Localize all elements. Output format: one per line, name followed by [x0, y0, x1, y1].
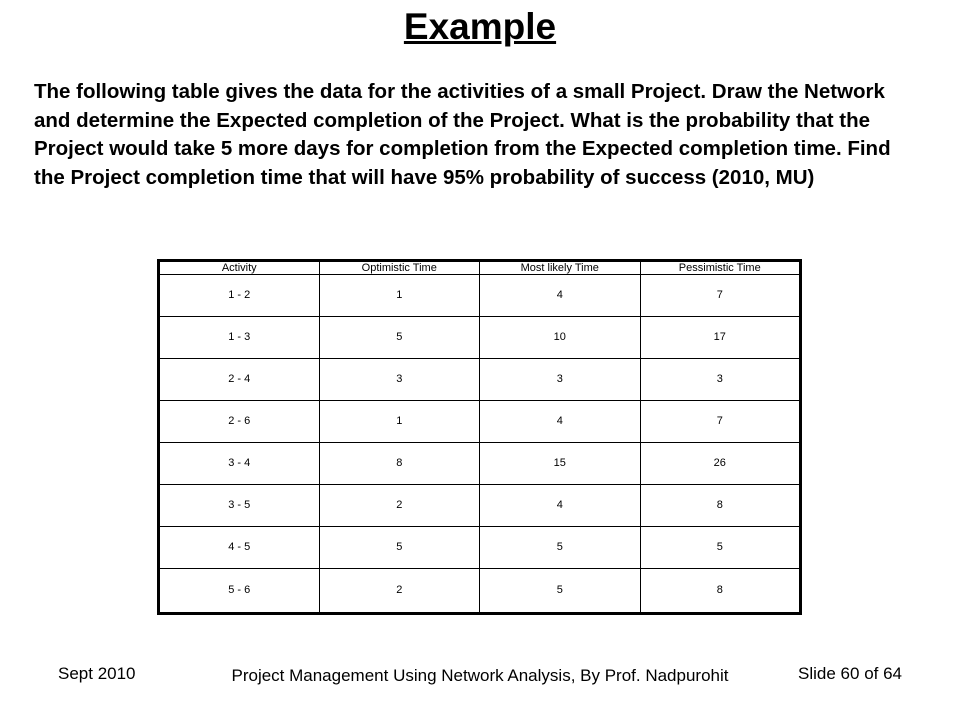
cell-optimistic: 2 [319, 568, 480, 613]
cell-optimistic: 3 [319, 358, 480, 400]
cell-optimistic: 1 [319, 400, 480, 442]
cell-most-likely: 4 [480, 275, 641, 317]
activity-table [157, 259, 802, 615]
table-header-row [159, 261, 801, 275]
cell-most-likely: 15 [480, 442, 641, 484]
cell-pessimistic: 7 [640, 400, 801, 442]
cell-optimistic: 5 [319, 526, 480, 568]
cell-optimistic: 2 [319, 484, 480, 526]
cell-most-likely: 5 [480, 568, 641, 613]
cell-pessimistic: 5 [640, 526, 801, 568]
cell-most-likely: 3 [480, 358, 641, 400]
cell-pessimistic: 17 [640, 316, 801, 358]
cell-activity: 1 - 2 [159, 275, 320, 317]
footer-slide-number: Slide 60 of 64 [798, 664, 902, 683]
cell-optimistic: 5 [319, 316, 480, 358]
cell-pessimistic: 8 [640, 484, 801, 526]
cell-optimistic: 1 [319, 275, 480, 317]
cell-most-likely: 5 [480, 526, 641, 568]
cell-activity: 4 - 5 [159, 526, 320, 568]
table-row [159, 526, 801, 568]
table-row [159, 358, 801, 400]
cell-activity: 2 - 4 [159, 358, 320, 400]
cell-activity: 3 - 5 [159, 484, 320, 526]
table-row [159, 400, 801, 442]
cell-optimistic: 8 [319, 442, 480, 484]
cell-activity: 5 - 6 [159, 568, 320, 613]
header-optimistic-time: Optimistic Time [319, 261, 480, 275]
table-row [159, 442, 801, 484]
header-activity: Activity [159, 261, 320, 275]
table-row [159, 484, 801, 526]
cell-activity: 2 - 6 [159, 400, 320, 442]
header-pessimistic-time: Pessimistic Time [640, 261, 801, 275]
table-row [159, 316, 801, 358]
cell-activity: 3 - 4 [159, 442, 320, 484]
cell-pessimistic: 3 [640, 358, 801, 400]
problem-statement: The following table gives the data for the activities of a small Project. Draw the Network and determine the Expected completion of the Project. What is the probability that the Project would take 5 more days for completion from the Expected completion time. Find the Project completion time that will have 95% probability of success (2010, MU) [34, 80, 891, 189]
footer-course-title: Project Management Using Network Analysis, By Prof. Nadpurohit [231, 666, 729, 685]
table-row [159, 568, 801, 613]
footer-date: Sept 2010 [58, 664, 136, 683]
table-row [159, 275, 801, 317]
cell-activity: 1 - 3 [159, 316, 320, 358]
slide-title: Example [403, 6, 557, 47]
cell-pessimistic: 7 [640, 275, 801, 317]
cell-most-likely: 4 [480, 484, 641, 526]
cell-most-likely: 10 [480, 316, 641, 358]
cell-most-likely: 4 [480, 400, 641, 442]
cell-pessimistic: 26 [640, 442, 801, 484]
cell-pessimistic: 8 [640, 568, 801, 613]
header-most-likely-time: Most likely Time [480, 261, 641, 275]
